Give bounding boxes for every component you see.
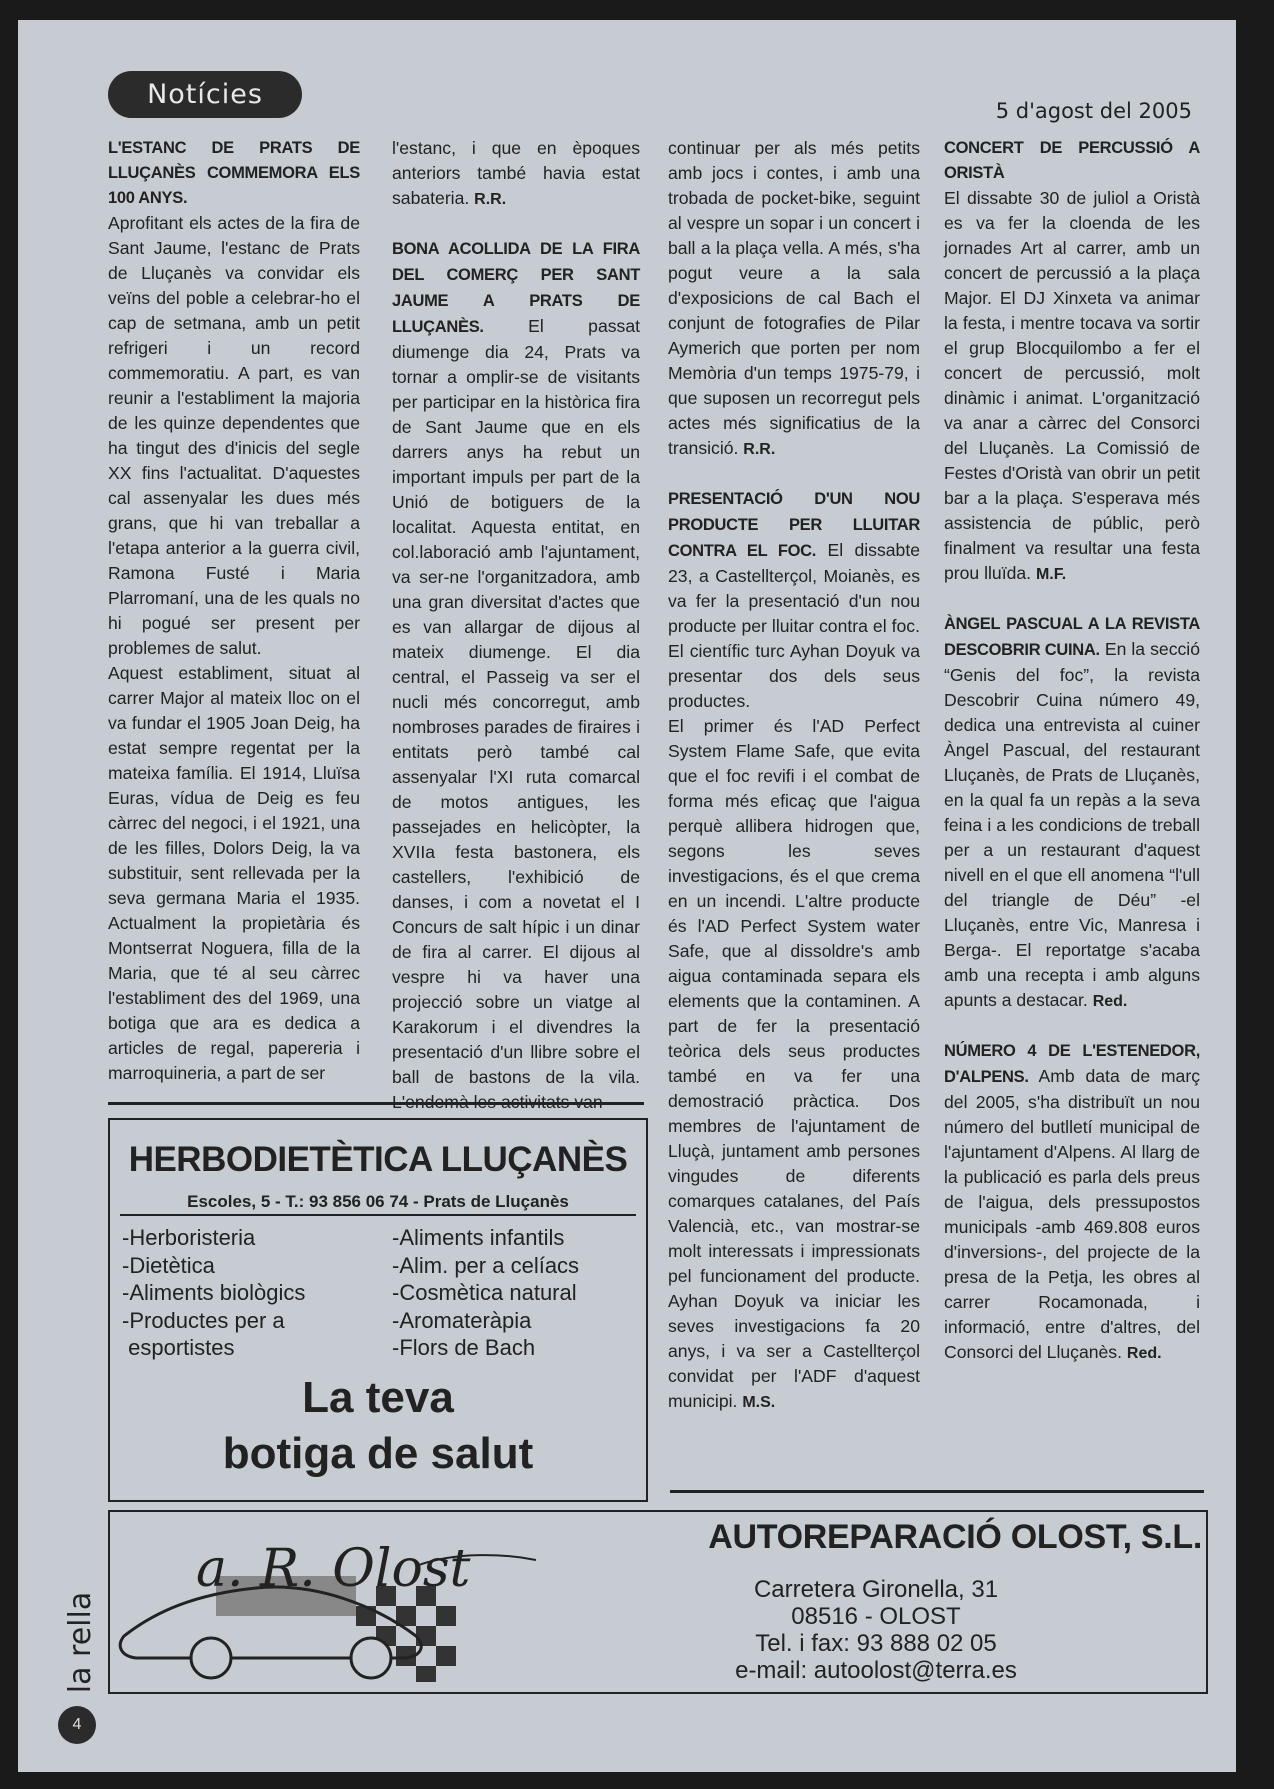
ad-title: AUTOREPARACIÓ OLOST, S.L. <box>708 1518 1202 1556</box>
article-paragraph: l'estanc, i que en èpoques anteriors també havia estat sabateria. R.R. <box>392 138 640 208</box>
ad-line: Tel. i fax: 93 888 02 05 <box>755 1630 997 1657</box>
ad-title: HERBODIETÈTICA LLUÇANÈS <box>128 1140 628 1179</box>
divider-rule <box>108 1102 644 1105</box>
author-signature: R.R. <box>743 441 776 458</box>
section-label: Notícies <box>108 71 302 118</box>
list-item: -Herboristeria <box>122 1225 256 1250</box>
ad-line: Carretera Gironella, 31 <box>753 1576 999 1603</box>
logo-text: a. R. Olost <box>196 1539 471 1599</box>
list-item: -Aromateràpia <box>392 1307 532 1333</box>
list-item: -Aliments biològics <box>122 1280 306 1305</box>
list-item: -Aliments infantils <box>392 1225 565 1250</box>
article-title: CONCERT DE PERCUSSIÓ A ORISTÀ <box>944 139 1200 182</box>
article-paragraph: El primer és l'AD Perfect System Flame Safe, que evita que el foc revifi i el combat de forma més eficaç que l'aigua perquè allibera hidrogen que, segons les seves investigacions, és el que crema en un incendi. L'altre producte és l'AD Perfect System water Safe, que al dissoldre's amb aigua contaminada separa els elements que la contaminen. A part de fer la presentació teòrica dels seus productes també en va fer una demostració pràctica. Dos membres de l'ajuntament de Lluçà, juntament amb persones vingudes de diferents comarques catalanes, del País Valencià, etc., van mostrar-se molt interessats i impressionats pel funcionament del producte. Ayhan Doyuk va iniciar les seves investigacions fa 20 anys, i va ser a Castellterçol convidat per l'ADF d'aquest municipi. M.S. <box>668 716 920 1411</box>
article-paragraph: NÚMERO 4 DE L'ESTENEDOR, D'ALPENS. Amb data de març del 2005, s'ha distribuït un nou número del butlletí municipal de l'ajuntament d'Alpens. Al llarg de la publicació es parla dels preus de l'aigua, dels pressupostos municipals -amb 469.808 euros d'inversions-, del projecte de la presa de la Petja, les obres al carrer Rocamonada, i informació, entre d'altres, del Consorci del Lluçanès. Red. <box>944 1042 1201 1362</box>
list-item: -Alim. per a celíacs <box>392 1252 580 1278</box>
article-title: ÀNGEL PASCUAL A LA REVISTA DESCOBRIR CUINA. <box>944 615 1200 659</box>
ad-line: 08516 - OLOST <box>791 1603 961 1630</box>
column-3 <box>668 136 920 1415</box>
ad-contact <box>696 1576 1056 1684</box>
author-signature: R.R. <box>474 191 507 208</box>
article-paragraph: ÀNGEL PASCUAL A LA REVISTA DESCOBRIR CUINA. En la secció “Genis del foc”, la revista Descobrir Cuina número 49, dedica una entrevista al cuiner Àngel Pascual, del restaurant Lluçanès, de Prats de Lluçanès, en la qual fa un repàs a la seva feina i a les condicions de treball per a un restaurant d'aquest nivell en el que ell anomena “l'ull del triangle de Déu” -el Lluçanès, entre Vic, Manresa i Berga-. El reportatge s'acaba amb una recepta i amb alguns apunts a destacar. Red. <box>944 615 1200 1010</box>
article-title: PRESENTACIÓ D'UN NOU PRODUCTE PER LLUITAR CONTRA EL FOC. <box>668 490 920 560</box>
list-item: -Dietètica <box>122 1252 215 1278</box>
column-1 <box>108 136 360 1086</box>
magazine-name: la rella <box>63 1591 99 1694</box>
column-4 <box>944 136 1200 1366</box>
article-title: BONA ACOLLIDA DE LA FIRA DEL COMERÇ PER SANT JAUME A PRATS DE LLUÇANÈS. <box>392 240 640 336</box>
issue-date: 5 d'agost del 2005 <box>995 99 1192 123</box>
product-list-right <box>392 1224 579 1362</box>
ad-line: e-mail: autoolost@terra.es <box>735 1657 1017 1684</box>
article-paragraph: Aprofitant els actes de la fira de Sant Jaume, l'estanc de Prats de Lluçanès va convidar els veïns del poble a celebrar-ho el cap de setmana, amb un petit refrigeri i un record commemoratiu. A part, es van reunir a l'establiment la majoria de les quinze dependentes que ha tingut des d'inicis del segle XX fins l'actualitat. D'aquestes cal assenyalar les dues més grans, que hi van treballar a l'etapa anterior a la guerra civil, Ramona Fusté i Maria Plarromaní, una de les quals no hi pogué ser present per problemes de salut. <box>108 213 360 658</box>
article-paragraph: PRESENTACIÓ D'UN NOU PRODUCTE PER LLUITAR CONTRA EL FOC. El dissabte 23, a Castellterçol, Moianès, es va fer la presentació d'un nou producte per lluitar contra el foc. El científic turc Ayhan Doyuk va presentar dos dels seus productes. <box>668 490 921 711</box>
product-list-left <box>122 1224 305 1362</box>
car-logo-icon <box>116 1516 536 1686</box>
article-paragraph: BONA ACOLLIDA DE LA FIRA DEL COMERÇ PER SANT JAUME A PRATS DE LLUÇANÈS. El passat diumenge dia 24, Prats va tornar a omplir-se de visitants per participar en la històrica fira de Sant Jaume que en els darrers anys ha rebut un important impuls per part de la Unió de botiguers de la localitat. Aquesta entitat, en col.laboració amb l'ajuntament, va ser-ne l'organitzadora, amb una gran diversitat d'actes que es van allargar de dijous al mateix diumenge. El dia central, el Passeig va ser el nucli més concorregut, amb nombroses parades de firaires i entitats però també cal assenyalar l'XI ruta comarcal de motos antigues, les passejades en helicòpter, la XVIIa festa bastonera, els castellers, l'exhibició de danses, i com a novetat el I Concurs de salt hípic i un dinar de fira al carrer. El dijous al vespre hi va haver una projecció sobre un viatge al Karakorum i el divendres la presentació d'un llibre sobre el ball de bastons de la vila. <box>392 240 641 1087</box>
article-title: L'ESTANC DE PRATS DE LLUÇANÈS COMMEMORA ELS 100 ANYS. <box>108 139 360 207</box>
list-item: -Productes per a <box>122 1307 285 1333</box>
list-item: -Cosmètica natural <box>392 1280 577 1305</box>
divider-rule <box>670 1490 1204 1493</box>
article-paragraph: El dissabte 30 de juliol a Oristà es va fer la cloenda de les jornades Art al carrer, amb un concert de percussió a la plaça Major. El DJ Xinxeta va animar la festa, i mentre tocava va sortir el grup Blocquilombo a fer el concert de percussió, molt dinàmic i animat. L'organització va anar a càrrec del Consorci del Lluçanès. La Comissió de Festes d'Oristà van obrir un petit bar a la plaça. S'esperava més assistencia de públic, però finalment va resultar una festa prou lluïda. M.F. <box>944 188 1200 583</box>
list-item: esportistes <box>122 1335 235 1360</box>
herbodietetica-ad <box>108 1118 648 1502</box>
author-signature: M.F. <box>1035 566 1067 583</box>
article-paragraph: Aquest establiment, situat al carrer Major al mateix lloc on el va fundar el 1905 Joan Deig, ha estat sempre regentat per la mateixa família. El 1914, Lluïsa Euras, vídua de Deig es feu càrrec del negoci, i el 1921, una de les filles, Dolors Deig, la va substituir, sent rellevada per la seva germana Maria el 1935. Actualment la propietària és Montserrat Noguera, filla de la Maria, que té al seu càrrec l'establiment des del 1969, una botiga que ara es dedica a articles de regal, papereria i marroquineria, a part de ser <box>108 663 360 1083</box>
ad-divider <box>120 1214 636 1216</box>
column-2 <box>392 136 640 1115</box>
list-item: -Flors de Bach <box>392 1335 536 1360</box>
article-title: NÚMERO 4 DE L'ESTENEDOR, D'ALPENS. <box>944 1042 1200 1086</box>
author-signature: Red. <box>1126 1345 1162 1362</box>
autoreparacio-ad <box>108 1510 1208 1694</box>
page-number: 4 <box>58 1706 96 1744</box>
ad-slogan: La teva botiga de salut <box>222 1373 534 1478</box>
ad-address: Escoles, 5 - T.: 93 856 06 74 - Prats de Lluçanès <box>187 1192 569 1211</box>
article-paragraph: continuar per als més petits amb jocs i contes, i amb una trobada de pocket-bike, seguint al vespre un sopar i un concert i ball a la plaça vella. A més, s'ha pogut veure a la sala d'exposicions de cal Bach el conjunt de fotografies de Pilar Aymerich que porten per nom Memòria d'un temps 1975-79, i que suposen un recorregut pels actes més significatius de la transició. R.R. <box>668 138 920 458</box>
author-signature: M.S. <box>742 1394 776 1411</box>
author-signature: Red. <box>1092 993 1128 1010</box>
